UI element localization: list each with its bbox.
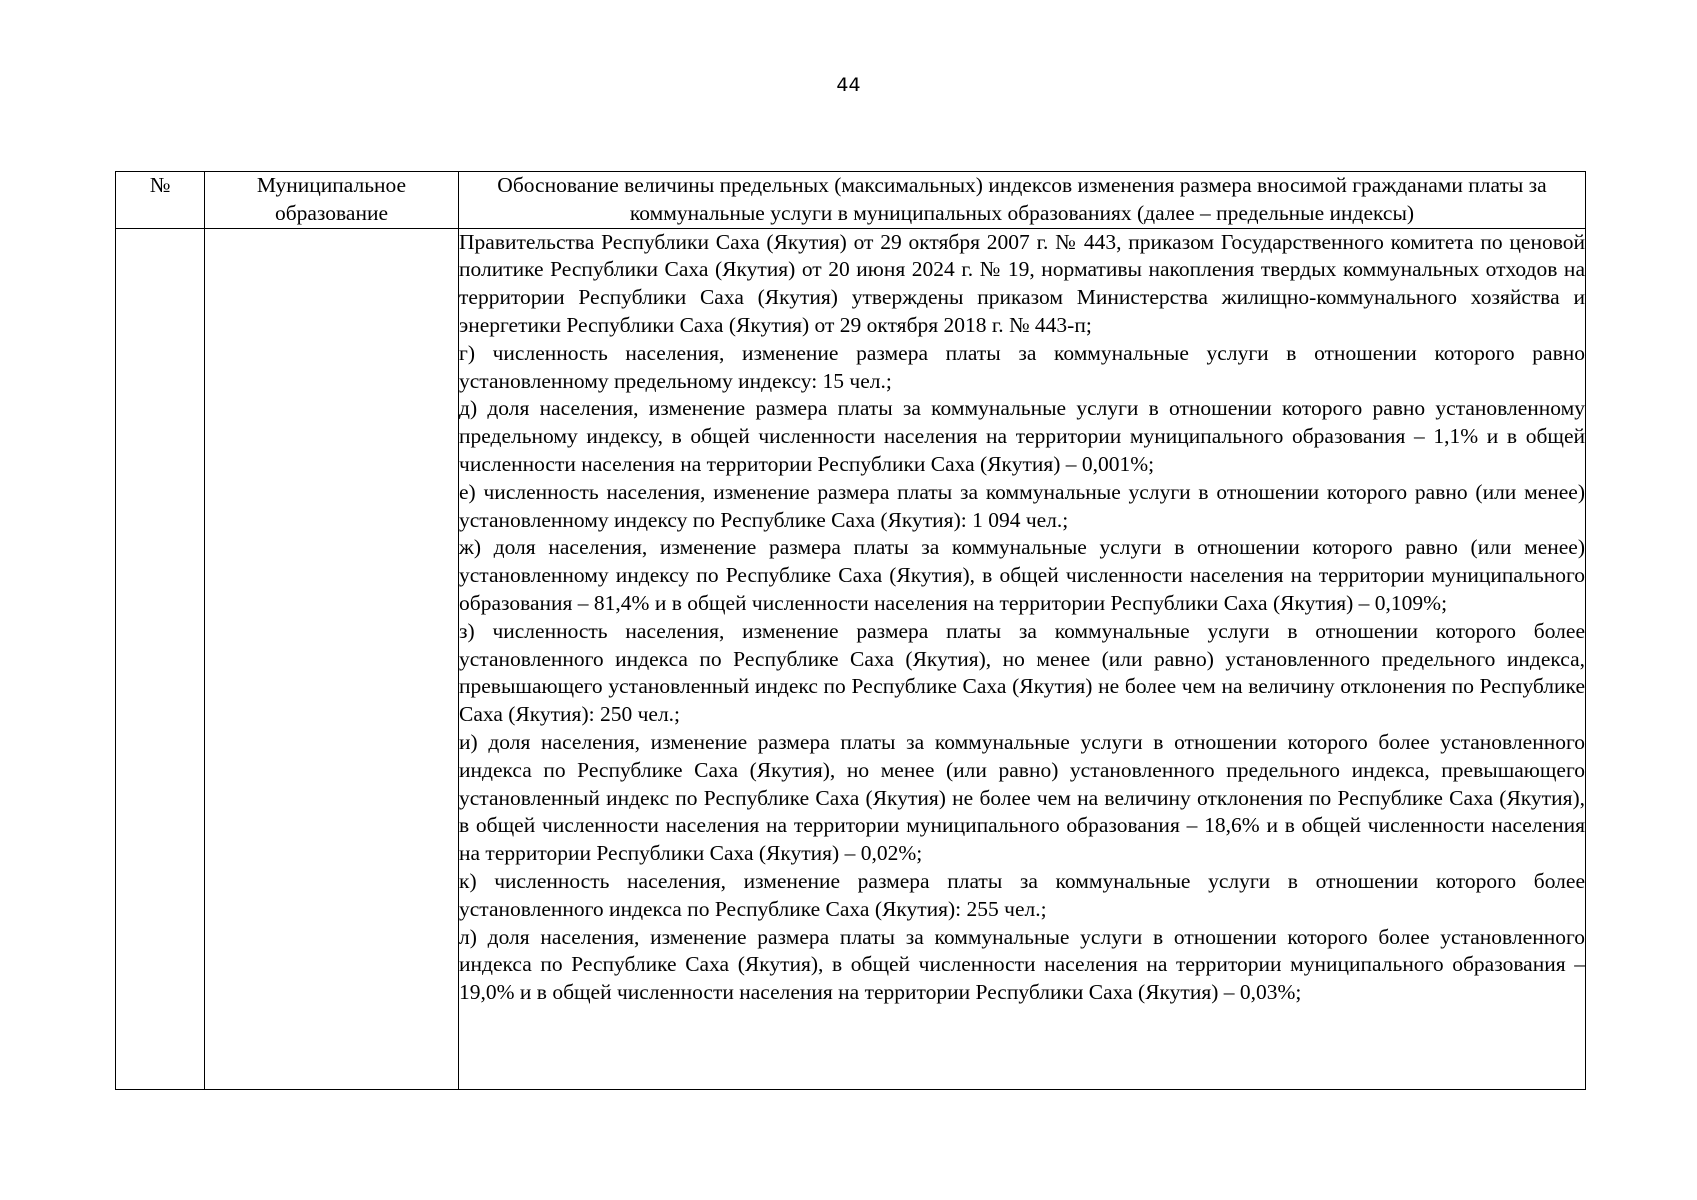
paragraph-l: л) доля населения, изменение размера платы за коммунальные услуги в отношении которого более установленного индекса по Республике Саха (Якутия), в общей численности населения на территории муниципального образования – 19,0% и в общей численности населения на территории Республики Саха (Якутия) – 0,03%;	[459, 924, 1585, 1005]
paragraph-zh: ж) доля населения, изменение размера платы за коммунальные услуги в отношении которого равно (или менее) установленному индексу по Республике Саха (Якутия), в общей численности населения на территории муниципального образования – 81,4% и в общей численности населения на территории Республики Саха (Якутия) – 0,109%;	[459, 535, 1585, 615]
table-row	[116, 228, 1586, 1089]
cell-justification	[459, 228, 1586, 1089]
cell-municipality	[205, 228, 459, 1089]
header-number: №	[116, 172, 205, 229]
paragraph-d: д) доля населения, изменение размера платы за коммунальные услуги в отношении которого равно установленному предельному индексу, в общей численности населения на территории муниципального образования – 1,1% и в общей численности населения на территории Республики Саха (Якутия) – 0,001%;	[459, 396, 1585, 476]
justification-table	[115, 171, 1586, 1090]
paragraph-continuation: Правительства Республики Саха (Якутия) от 29 октября 2007 г. № 443, приказом Государственного комитета по ценовой политике Республики Саха (Якутия) от 20 июня 2024 г. № 19, нормативы накопления твердых коммунальных отходов на территории Республики Саха (Якутия) утверждены приказом Министерства жилищно-коммунального хозяйства и энергетики Республики Саха (Якутия) от 29 октября 2018 г. № 443-п;	[459, 229, 1585, 337]
header-municipality: Муниципальное образование	[205, 172, 459, 229]
table-header-row	[116, 172, 1586, 229]
cell-number	[116, 228, 205, 1089]
header-justification: Обоснование величины предельных (максимальных) индексов изменения размера вносимой гражданами платы за коммунальные услуги в муниципальных образованиях (далее – предельные индексы)	[459, 172, 1586, 229]
paragraph-e: е) численность населения, изменение размера платы за коммунальные услуги в отношении которого равно (или менее) установленному индексу по Республике Саха (Якутия): 1 094 чел.;	[459, 479, 1585, 532]
paragraph-k: к) численность населения, изменение размера платы за коммунальные услуги в отношении которого более установленного индекса по Республике Саха (Якутия): 255 чел.;	[459, 868, 1585, 921]
page-number: 44	[836, 74, 861, 96]
paragraph-g: г) численность населения, изменение размера платы за коммунальные услуги в отношении которого равно установленному предельному индексу: 15 чел.;	[459, 340, 1585, 393]
paragraph-z: з) численность населения, изменение размера платы за коммунальные услуги в отношении которого более установленного индекса по Республике Саха (Якутия), но менее (или равно) установленного предельного индекса, превышающего установленный индекс по Республике Саха (Якутия) не более чем на величину отклонения по Республике Саха (Якутия): 250 чел.;	[459, 618, 1585, 727]
paragraph-i: и) доля населения, изменение размера платы за коммунальные услуги в отношении которого более установленного индекса по Республике Саха (Якутия), но менее (или равно) установленного предельного индекса, превышающего установленный индекс по Республике Саха (Якутия) не более чем на величину отклонения по Республике Саха (Якутия), в общей численности населения на территории муниципального образования – 18,6% и в общей численности населения на территории Республики Саха (Якутия) – 0,02%;	[459, 729, 1585, 866]
